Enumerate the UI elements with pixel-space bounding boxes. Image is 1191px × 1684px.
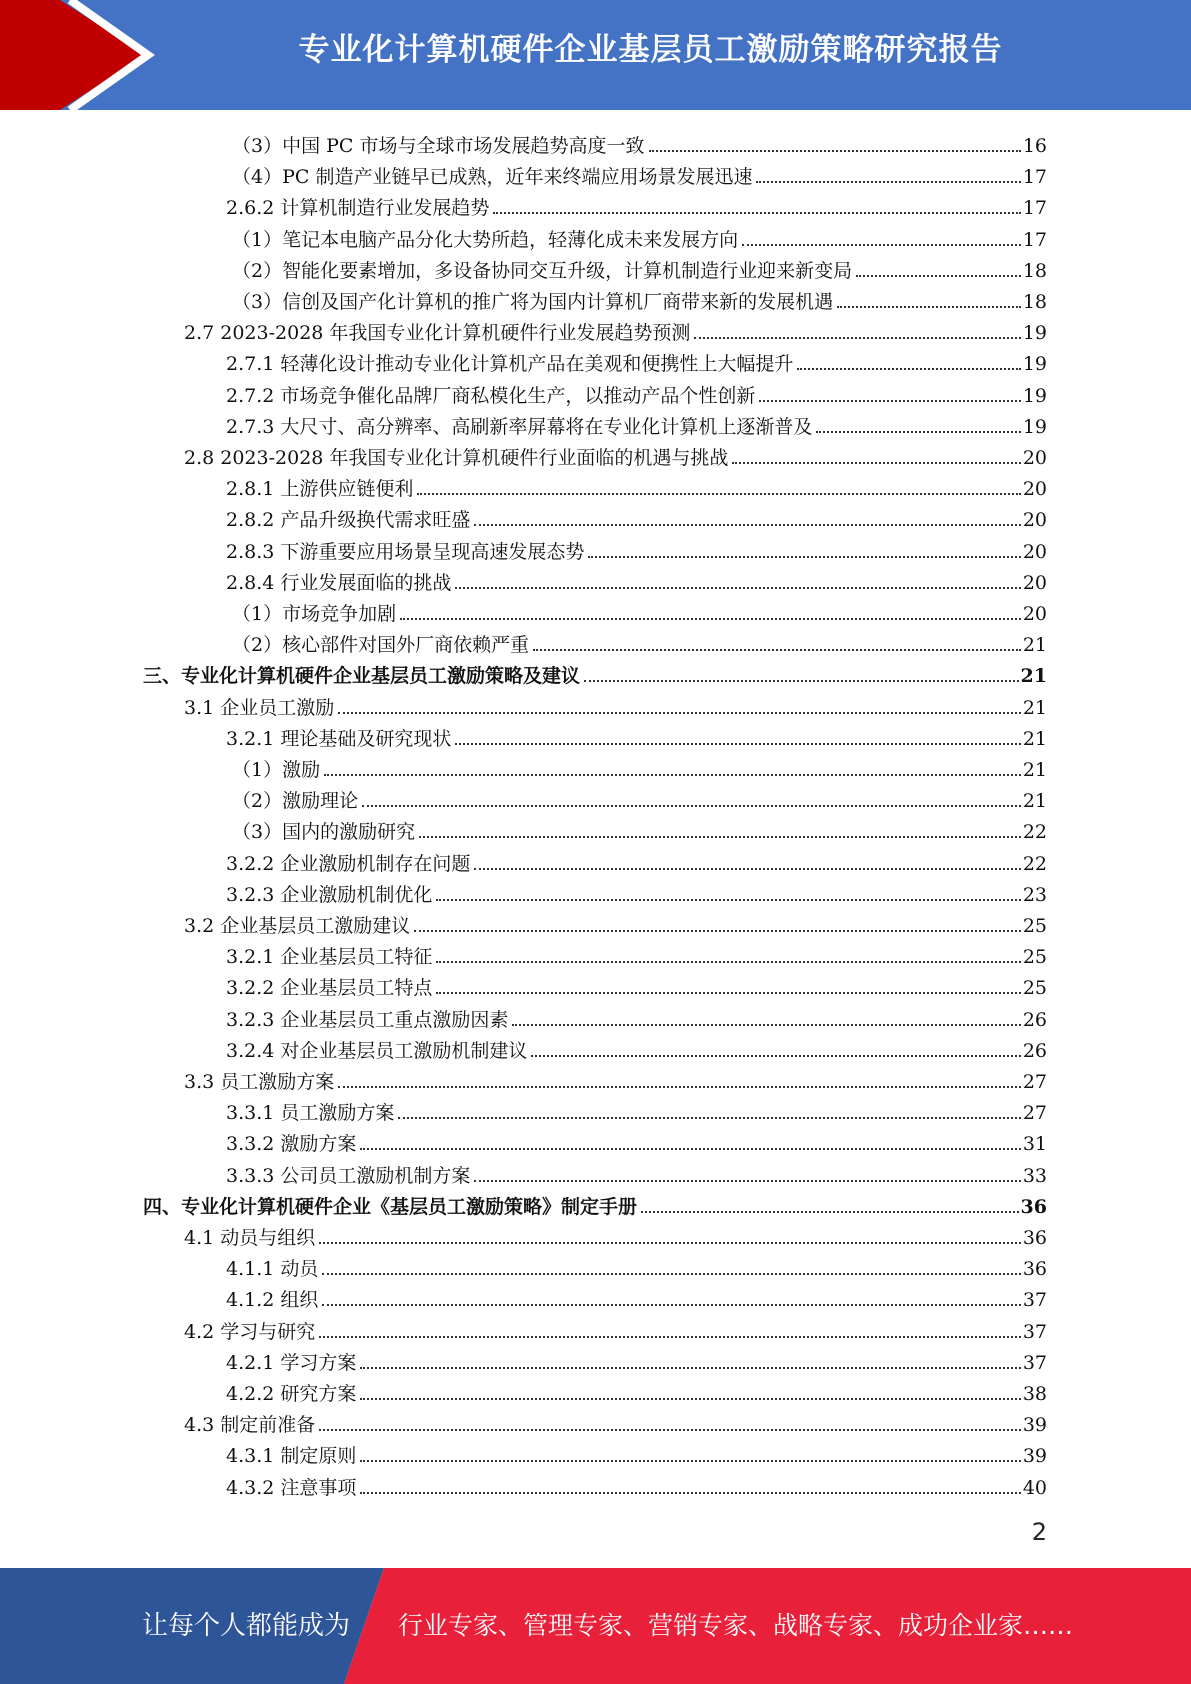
- toc-entry-title: 3.2.4 对企业基层员工激励机制建议: [226, 1039, 528, 1062]
- toc-leader-dots: [338, 712, 1021, 714]
- toc-entry[interactable]: [232, 158, 1047, 189]
- page-number: 2: [1031, 1518, 1047, 1546]
- toc-leader-dots: [436, 899, 1020, 901]
- toc-entry-title: 4.1.2 组织: [226, 1289, 319, 1312]
- toc-entry-title: （2）智能化要素增加，多设备协同交互升级，计算机制造行业迎来新变局: [232, 259, 853, 282]
- toc-entry-title: （3）中国 PC 市场与全球市场发展趋势高度一致: [232, 135, 645, 157]
- toc-entry-page: 27: [1022, 1102, 1047, 1125]
- toc-entry-page: 36: [1022, 1258, 1047, 1281]
- toc-entry-title: 4.3.1 制定原则: [226, 1445, 357, 1468]
- toc-entry-title: 四、专业化计算机硬件企业《基层员工激励策略》制定手册: [143, 1195, 638, 1218]
- toc-entry[interactable]: [232, 626, 1047, 657]
- toc-entry-title: 4.2 学习与研究: [184, 1320, 316, 1343]
- toc-leader-dots: [816, 431, 1020, 433]
- toc-entry-title: 4.3.2 注意事项: [226, 1476, 357, 1499]
- toc-leader-dots: [856, 275, 1021, 277]
- toc-entry[interactable]: [226, 845, 1047, 876]
- toc-entry[interactable]: [226, 1375, 1047, 1406]
- toc-entry[interactable]: [184, 439, 1047, 470]
- toc-leader-dots: [322, 1273, 1020, 1275]
- toc-entry-page: 37: [1022, 1320, 1047, 1343]
- toc-entry-title: （3）信创及国产化计算机的推广将为国内计算机厂商带来新的发展机遇: [232, 291, 834, 313]
- toc-entry[interactable]: [226, 377, 1047, 408]
- toc-leader-dots: [649, 150, 1021, 152]
- footer-slogan-left: 让每个人都能成为: [142, 1611, 351, 1641]
- toc-entry[interactable]: [226, 1125, 1047, 1156]
- toc-entry[interactable]: [226, 1344, 1047, 1375]
- toc-leader-dots: [493, 212, 1020, 214]
- toc-entry-page: 40: [1022, 1476, 1047, 1499]
- toc-entry-page: 19: [1022, 353, 1047, 376]
- toc-leader-dots: [319, 1336, 1021, 1338]
- toc-entry[interactable]: [226, 189, 1047, 220]
- toc-leader-dots: [474, 524, 1020, 526]
- toc-leader-dots: [455, 587, 1020, 589]
- toc-entry-page: 17: [1022, 197, 1047, 220]
- toc-entry-title: 2.8.4 行业发展面临的挑战: [226, 571, 452, 594]
- toc-entry[interactable]: [232, 283, 1047, 314]
- toc-entry-title: （1）市场竞争加剧: [232, 603, 397, 625]
- toc-entry-title: 4.3 制定前准备: [184, 1414, 316, 1437]
- toc-entry[interactable]: [232, 595, 1047, 626]
- toc-leader-dots: [414, 930, 1021, 932]
- toc-entry-page: 16: [1022, 135, 1047, 157]
- toc-entry[interactable]: [232, 782, 1047, 813]
- toc-entry[interactable]: [226, 1094, 1047, 1125]
- toc-entry-title: 2.7 2023-2028 年我国专业化计算机硬件行业发展趋势预测: [184, 322, 691, 345]
- footer-slogan-right: 行业专家、管理专家、营销专家、战略专家、成功企业家……: [398, 1611, 1074, 1640]
- toc-entry-title: 4.1.1 动员: [226, 1258, 319, 1281]
- toc-entry[interactable]: [226, 876, 1047, 907]
- toc-entry-page: 22: [1022, 821, 1047, 844]
- toc-leader-dots: [742, 244, 1021, 246]
- toc-leader-dots: [400, 618, 1021, 620]
- toc-leader-dots: [588, 556, 1020, 558]
- toc-entry-page: 38: [1022, 1383, 1047, 1405]
- toc-entry-title: 3.2.2 企业基层员工特点: [226, 977, 433, 1000]
- toc-entry[interactable]: [184, 1313, 1047, 1344]
- toc-entry-page: 33: [1022, 1164, 1047, 1187]
- toc-entry[interactable]: [226, 564, 1047, 595]
- toc-leader-dots: [319, 1429, 1021, 1431]
- toc-leader-dots: [455, 743, 1020, 745]
- toc-entry[interactable]: [226, 938, 1047, 969]
- toc-entry-title: 4.2.2 研究方案: [226, 1383, 357, 1405]
- toc-leader-dots: [417, 493, 1020, 495]
- toc-entry[interactable]: [143, 657, 1047, 688]
- toc-leader-dots: [641, 1211, 1019, 1213]
- toc-leader-dots: [732, 462, 1020, 464]
- toc-entry-title: 2.7.3 大尺寸、高分辨率、高刷新率屏幕将在专业化计算机上逐渐普及: [226, 415, 813, 438]
- toc-entry-title: 3.2.1 理论基础及研究现状: [226, 727, 452, 750]
- toc-entry-title: 3.2 企业基层员工激励建议: [184, 915, 411, 937]
- toc-entry[interactable]: [226, 533, 1047, 564]
- toc-entry-title: 3.2.2 企业激励机制存在问题: [226, 852, 471, 875]
- toc-entry-title: （3）国内的激励研究: [232, 821, 416, 844]
- toc-entry-title: 2.8.3 下游重要应用场景呈现高速发展态势: [226, 540, 585, 563]
- toc-entry-page: 21: [1022, 696, 1047, 719]
- toc-entry-page: 25: [1022, 915, 1047, 937]
- toc-entry-page: 21: [1022, 727, 1047, 750]
- toc-entry-page: 17: [1022, 228, 1047, 251]
- toc-entry[interactable]: [226, 969, 1047, 1000]
- toc-entry-page: 19: [1022, 322, 1047, 345]
- toc-entry-page: 37: [1022, 1289, 1047, 1312]
- toc-entry-title: 3.3 员工激励方案: [184, 1071, 335, 1093]
- toc-leader-dots: [360, 1367, 1020, 1369]
- toc-entry[interactable]: [143, 1188, 1047, 1219]
- toc-entry-title: 2.7.2 市场竞争催化品牌厂商私模化生产，以推动产品个性创新: [226, 384, 756, 407]
- toc-entry-title: 3.3.3 公司员工激励机制方案: [226, 1164, 471, 1187]
- toc-entry-title: 三、专业化计算机硬件企业基层员工激励策略及建议: [143, 665, 581, 688]
- toc-entry[interactable]: [184, 1219, 1047, 1250]
- toc-entry-page: 20: [1022, 571, 1047, 594]
- toc-entry-page: 25: [1022, 977, 1047, 1000]
- toc-entry-title: （2）核心部件对国外厂商依赖严重: [232, 634, 530, 657]
- toc-entry-page: 36: [1022, 1227, 1047, 1249]
- toc-entry[interactable]: [184, 314, 1047, 345]
- toc-entry[interactable]: [226, 1250, 1047, 1281]
- toc-entry-title: 3.2.3 企业基层员工重点激励因素: [226, 1008, 509, 1031]
- toc-entry[interactable]: [184, 689, 1047, 720]
- toc-entry-page: 25: [1022, 946, 1047, 969]
- toc-leader-dots: [797, 368, 1020, 370]
- page-footer: [0, 1568, 1191, 1684]
- toc-entry[interactable]: [226, 1281, 1047, 1312]
- toc-leader-dots: [531, 1055, 1020, 1057]
- toc-leader-dots: [362, 805, 1021, 807]
- toc-entry[interactable]: [184, 907, 1047, 938]
- toc-entry-page: 31: [1022, 1133, 1047, 1156]
- toc-entry-page: 26: [1022, 1008, 1047, 1031]
- toc-entry-title: 3.2.1 企业基层员工特征: [226, 946, 433, 969]
- toc-entry-title: （4）PC 制造产业链早已成熟，近年来终端应用场景发展迅速: [232, 166, 753, 189]
- toc-entry[interactable]: [226, 1469, 1047, 1500]
- page-header: [0, 0, 1191, 110]
- toc-leader-dots: [837, 306, 1021, 308]
- toc-entry-page: 39: [1022, 1414, 1047, 1437]
- toc-leader-dots: [694, 337, 1020, 339]
- toc-entry-page: 21: [1020, 665, 1047, 688]
- toc-entry[interactable]: [184, 1406, 1047, 1437]
- toc-entry[interactable]: [226, 408, 1047, 439]
- toc-entry-page: 36: [1020, 1195, 1047, 1218]
- toc-leader-dots: [360, 1148, 1020, 1150]
- toc-entry-page: 23: [1022, 883, 1047, 906]
- toc-entry-page: 20: [1022, 603, 1047, 625]
- toc-entry-page: 39: [1022, 1445, 1047, 1468]
- toc-entry[interactable]: [232, 252, 1047, 283]
- toc-entry-title: （2）激励理论: [232, 790, 359, 813]
- toc-leader-dots: [360, 1460, 1020, 1462]
- toc-entry-page: 19: [1022, 415, 1047, 438]
- toc-entry-page: 19: [1022, 384, 1047, 407]
- toc-entry-title: （1）激励: [232, 759, 321, 781]
- toc-entry-page: 18: [1022, 259, 1047, 282]
- toc-entry[interactable]: [232, 127, 1047, 158]
- toc-entry[interactable]: [226, 1001, 1047, 1032]
- toc-entry[interactable]: [226, 720, 1047, 751]
- toc-leader-dots: [533, 649, 1021, 651]
- toc-leader-dots: [319, 1242, 1021, 1244]
- toc-entry-page: 37: [1022, 1351, 1047, 1374]
- toc-entry[interactable]: [226, 1032, 1047, 1063]
- toc-entry-title: 2.8.1 上游供应链便利: [226, 478, 414, 501]
- toc-entry[interactable]: [232, 751, 1047, 782]
- toc-entry[interactable]: [232, 221, 1047, 252]
- toc-entry[interactable]: [226, 345, 1047, 376]
- toc-entry[interactable]: [184, 1063, 1047, 1094]
- toc-leader-dots: [360, 1398, 1020, 1400]
- toc-leader-dots: [322, 1304, 1020, 1306]
- toc-entry-page: 20: [1022, 478, 1047, 501]
- toc-entry-page: 17: [1022, 166, 1047, 189]
- toc-entry-title: 3.2.3 企业激励机制优化: [226, 883, 433, 906]
- toc-entry-title: 3.3.1 员工激励方案: [226, 1102, 395, 1125]
- toc-entry[interactable]: [226, 1157, 1047, 1188]
- toc-entry-title: 3.1 企业员工激励: [184, 696, 335, 719]
- toc-entry-title: 2.7.1 轻薄化设计推动专业化计算机产品在美观和便携性上大幅提升: [226, 353, 794, 376]
- toc-entry-page: 27: [1022, 1071, 1047, 1093]
- toc-leader-dots: [324, 774, 1021, 776]
- toc-entry[interactable]: [226, 1437, 1047, 1468]
- toc-entry-page: 21: [1022, 790, 1047, 813]
- report-title: 专业化计算机硬件企业基层员工激励策略研究报告: [298, 32, 1003, 68]
- toc-entry-title: 2.8.2 产品升级换代需求旺盛: [226, 509, 471, 532]
- toc-leader-dots: [474, 868, 1020, 870]
- toc-entry-title: （1）笔记本电脑产品分化大势所趋，轻薄化成未来发展方向: [232, 228, 739, 251]
- toc-entry-title: 4.1 动员与组织: [184, 1227, 316, 1249]
- toc-leader-dots: [419, 836, 1021, 838]
- toc-entry-page: 21: [1022, 634, 1047, 657]
- toc-leader-dots: [756, 181, 1020, 183]
- toc-leader-dots: [398, 1117, 1020, 1119]
- toc-entry-title: 4.2.1 学习方案: [226, 1351, 357, 1374]
- toc-entry[interactable]: [232, 813, 1047, 844]
- toc-entry-page: 20: [1022, 447, 1047, 469]
- toc-entry-page: 21: [1022, 759, 1047, 781]
- toc-leader-dots: [338, 1086, 1021, 1088]
- toc-entry-page: 18: [1022, 291, 1047, 313]
- toc-leader-dots: [584, 680, 1019, 682]
- toc-entry-title: 2.8 2023-2028 年我国专业化计算机硬件行业面临的机遇与挑战: [184, 447, 729, 469]
- toc-entry-page: 20: [1022, 509, 1047, 532]
- toc-entry-title: 3.3.2 激励方案: [226, 1133, 357, 1156]
- toc-entry-page: 22: [1022, 852, 1047, 875]
- toc-entry[interactable]: [226, 470, 1047, 501]
- toc-entry[interactable]: [226, 501, 1047, 532]
- toc-entry-page: 20: [1022, 540, 1047, 563]
- toc-entry-title: 2.6.2 计算机制造行业发展趋势: [226, 197, 490, 220]
- toc-entry-page: 26: [1022, 1039, 1047, 1062]
- toc-leader-dots: [436, 961, 1020, 963]
- toc-leader-dots: [436, 992, 1020, 994]
- toc-leader-dots: [360, 1492, 1020, 1494]
- toc-leader-dots: [512, 1024, 1020, 1026]
- toc-leader-dots: [759, 400, 1020, 402]
- toc-leader-dots: [474, 1180, 1020, 1182]
